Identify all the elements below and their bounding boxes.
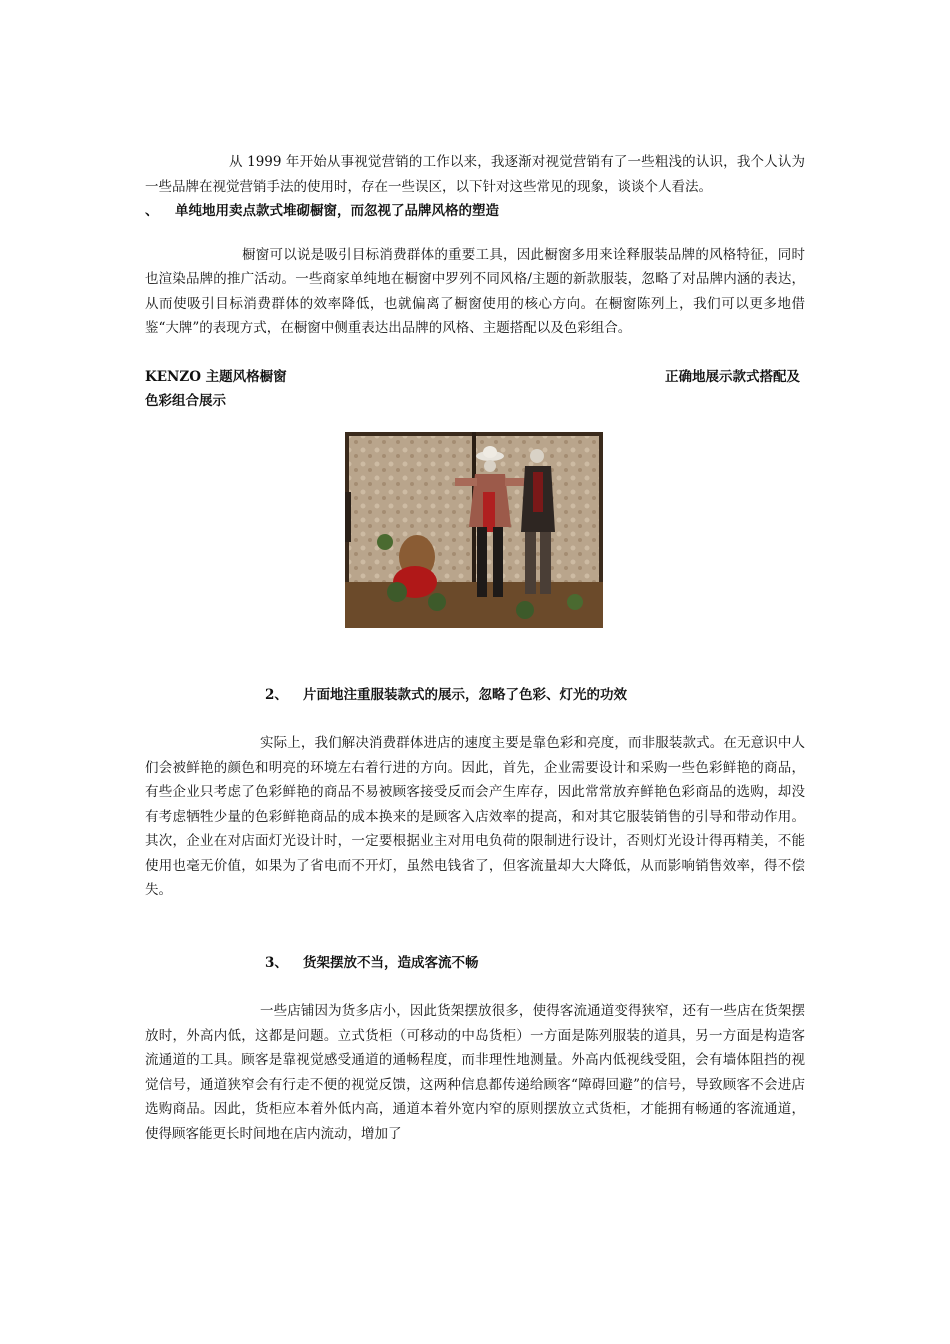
section2-title: 片面地注重服装款式的展示，忽略了色彩、灯光的功效 [303,686,627,703]
image-caption-line1 [145,365,805,390]
caption-left: KENZO 主题风格橱窗 [145,368,287,385]
caption-line2: 色彩组合展示 [145,393,226,409]
section1-number: 、 [145,203,159,219]
section1-title: 单纯地用卖点款式堆砌橱窗，而忽视了品牌风格的塑造 [175,203,499,219]
section3-paragraph: 一些店铺因为货多店小，因此货架摆放很多，使得客流通道变得狭窄，还有一些店在货架摆放时，外高内低，这都是问题。立式货柜（可移动的中岛货柜）一方面是陈列服装的道具，另一方面是构造客流通道的工具。顾客是靠视觉感受通道的通畅程度，而非理性地测量。外高内低视线受阻，会有墙体阻挡的视觉信号，通道狭窄会有行走不便的视觉反馈，这两种信息都传递给顾客“障碍回避”的信号，导致顾客不会进店选购商品。因此，货柜应本着外低内高，通道本着外宽内窄的原则摆放立式货柜，才能拥有畅通的客流通道，使得顾客能更长时间地在店内流动，增加了 [145,1003,805,1142]
caption-right: 正确地展示款式搭配及 [665,368,800,385]
section2-heading [145,683,805,708]
section3-number: 3、 [265,954,288,971]
section2-number: 2、 [265,686,288,703]
section1-heading [145,199,805,224]
section2-paragraph: 实际上，我们解决消费群体进店的速度主要是靠色彩和亮度，而非服装款式。在无意识中人们会被鲜艳的颜色和明亮的环境左右着行进的方向。因此，首先，企业需要设计和采购一些色彩鲜艳的商品，有些企业只考虑了色彩鲜艳的商品不易被顾客接受反而会产生库存，因此常常放弃鲜艳色彩商品的选购，却没有考虑牺牲少量的色彩鲜艳商品的成本换来的是顾客入店效率的提高，和对其它服装销售的引导和带动作用。其次，企业在对店面灯光设计时，一定要根据业主对用电负荷的限制进行设计，否则灯光设计得再精美，不能使用也毫无价值，如果为了省电而不开灯，虽然电钱省了，但客流量却大大降低，从而影响销售效率，得不偿失。 [145,735,805,898]
document-body [145,150,805,1146]
kenzo-window-photo [345,432,603,628]
intro-paragraph: 从 1999 年开始从事视觉营销的工作以来，我逐渐对视觉营销有了一些粗浅的认识，我个人认为一些品牌在视觉营销手法的使用时，存在一些误区，以下针对这些常见的现象，谈谈个人看法。 [145,154,805,195]
section3-title: 货架摆放不当，造成客流不畅 [303,954,479,971]
section1-paragraph: 橱窗可以说是吸引目标消费群体的重要工具，因此橱窗多用来诠释服装品牌的风格特征，同时也渲染品牌的推广活动。一些商家单纯地在橱窗中罗列不同风格/主题的新款服装，忽略了对品牌内涵的表达，从而使吸引目标消费群体的效率降低，也就偏离了橱窗使用的核心方向。在橱窗陈列上，我们可以更多地借鉴“大牌”的表现方式，在橱窗中侧重表达出品牌的风格、主题搭配以及色彩组合。 [145,246,805,336]
window-photo-illustration [345,432,603,628]
section3-heading [145,951,805,976]
